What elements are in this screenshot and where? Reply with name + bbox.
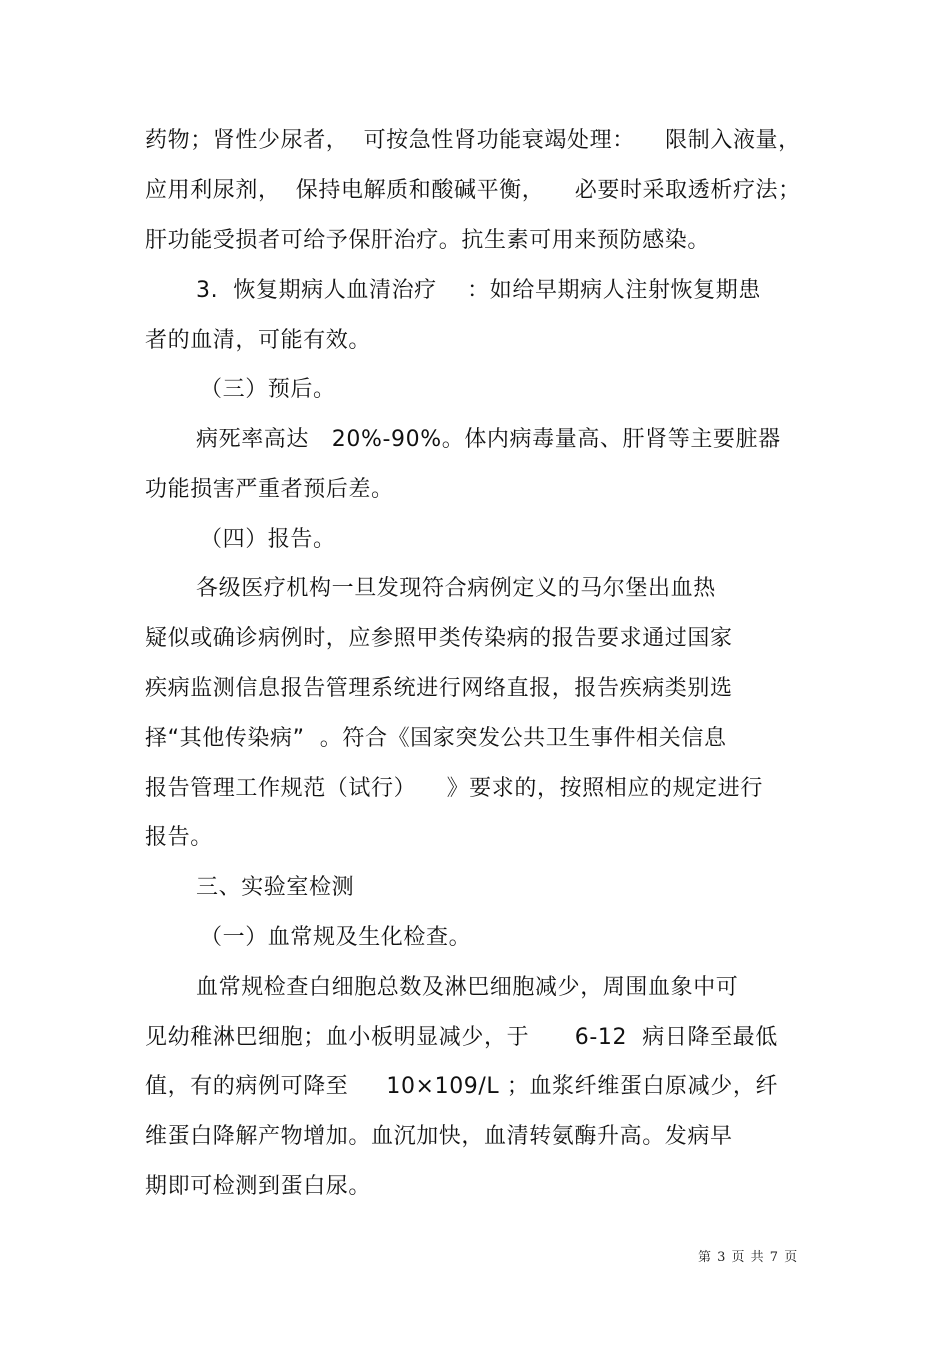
text-line: 维蛋白降解产物增加。血沉加快，血清转氨酶升高。发病早	[145, 1124, 733, 1149]
text-line: 3. 恢复期病人血清治疗 ：如给早期病人注射恢复期患	[196, 278, 761, 303]
text-line: 血常规检查白细胞总数及淋巴细胞减少，周围血象中可	[196, 975, 739, 1000]
text-line: 肝功能受损者可给予保肝治疗。抗生素可用来预防感染。	[145, 228, 711, 253]
text-line: 疾病监测信息报告管理系统进行网络直报，报告疾病类别选	[145, 676, 733, 701]
section-heading: （四）报告。	[200, 527, 336, 552]
text-line: 见幼稚淋巴细胞；血小板明显减少，于 6-12 病日降至最低	[145, 1025, 778, 1050]
text-line: 者的血清，可能有效。	[145, 328, 372, 353]
text-line: 各级医疗机构一旦发现符合病例定义的马尔堡出血热	[196, 576, 716, 601]
text-line: 药物；肾性少尿者， 可按急性肾功能衰竭处理： 限制入液量，	[145, 128, 801, 153]
text-line: 值，有的病例可降至 10×109/L ；血浆纤维蛋白原减少，纤	[145, 1074, 779, 1099]
section-heading: （三）预后。	[200, 377, 336, 402]
text-line: 报告。	[145, 825, 213, 850]
text-line: 病死率高达 20%-90%。体内病毒量高、肝肾等主要脏器	[196, 427, 781, 452]
section-heading: 三、实验室检测	[196, 875, 355, 900]
text-line: 期即可检测到蛋白尿。	[145, 1174, 372, 1199]
section-heading: （一）血常规及生化检查。	[200, 925, 472, 950]
text-line: 报告管理工作规范（试行） 》要求的，按照相应的规定进行	[145, 776, 763, 801]
text-line: 功能损害严重者预后差。	[145, 477, 394, 502]
text-line: 疑似或确诊病例时，应参照甲类传染病的报告要求通过国家	[145, 626, 733, 651]
text-line: 择“其他传染病” 。符合《国家突发公共卫生事件相关信息	[145, 726, 727, 751]
page-number-footer: 第 3 页 共 7 页	[698, 1250, 799, 1265]
text-line: 应用利尿剂， 保持电解质和酸碱平衡， 必要时采取透析疗法；	[145, 178, 801, 203]
